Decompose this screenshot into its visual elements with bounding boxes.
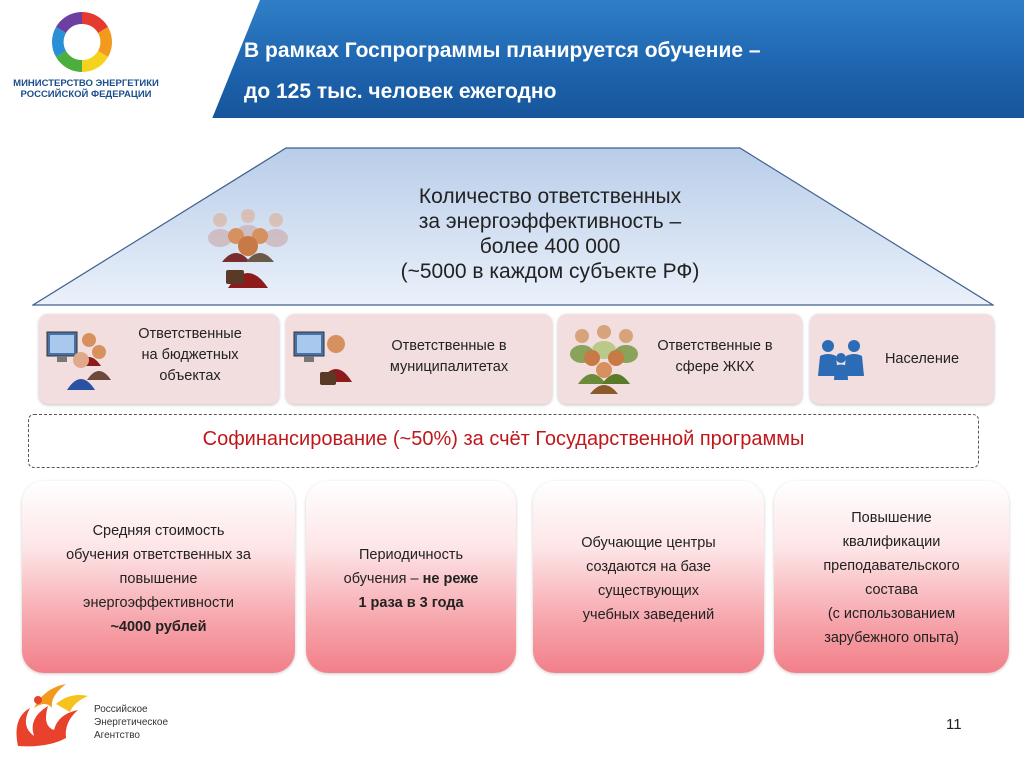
card-bold-line: ~4000 рублей	[110, 619, 207, 635]
agency-line1: Российское	[94, 704, 148, 715]
ministry-name-line1: МИНИСТЕРСТВО ЭНЕРГЕТИКИ	[13, 78, 159, 89]
card-line1: Повышение	[851, 510, 932, 526]
roof-line2: за энергоэффективность –	[418, 210, 682, 233]
roof-text	[340, 184, 760, 284]
computer-people-icon	[45, 326, 113, 392]
agency-line2: Энергетическое	[94, 717, 169, 728]
category-label-line3: объектах	[159, 368, 221, 384]
category-population	[810, 314, 994, 404]
card-line3: существующих	[597, 583, 699, 599]
ministry-logo	[0, 0, 200, 118]
businessman-computer-icon	[292, 326, 360, 392]
card-line4: учебных заведений	[582, 607, 715, 623]
card-line1: Средняя стоимость	[92, 523, 225, 539]
business-team-icon	[200, 206, 296, 290]
category-label-line1: Население	[884, 351, 960, 367]
card-line6: зарубежного опыта)	[824, 630, 959, 646]
card-line2: обучения – не реже	[343, 571, 479, 587]
category-housing-utilities	[558, 314, 802, 404]
roof-line1: Количество ответственных	[418, 185, 682, 208]
card-periodicity	[306, 481, 516, 673]
roof-line3: более 400 000	[479, 235, 621, 258]
card-average-cost	[22, 481, 295, 673]
title-line2: до 125 тыс. человек ежегодно	[244, 80, 557, 103]
agency-line3: Агентство	[94, 730, 140, 741]
cofinancing-box	[28, 414, 979, 468]
card-line4: состава	[865, 582, 918, 598]
roof-line4: (~5000 в каждом субъекте РФ)	[400, 260, 700, 283]
page-number: 11	[946, 716, 962, 733]
category-municipalities	[286, 314, 552, 404]
card-line3: преподавательского	[823, 558, 960, 574]
card-teacher-training	[774, 481, 1009, 673]
slide-title	[244, 30, 944, 112]
category-label-line2: на бюджетных	[141, 347, 239, 363]
category-label-line1: Ответственные	[138, 326, 242, 342]
card-line1: Периодичность	[358, 547, 464, 563]
family-icon	[816, 338, 866, 382]
card-line4: энергоэффективности	[83, 595, 234, 611]
card-bold-line: 1 раза в 3 года	[358, 595, 464, 611]
card-line2: квалификации	[842, 534, 941, 550]
card-line5: (с использованием	[827, 606, 956, 622]
card-line2: создаются на базе	[586, 559, 711, 575]
people-group-icon	[566, 324, 642, 394]
card-training-centers	[533, 481, 764, 673]
card-line3: повышение	[119, 571, 198, 587]
category-label-line1: Ответственные в	[391, 338, 507, 354]
ministry-ring-icon	[0, 0, 200, 80]
category-label-line2: сфере ЖКХ	[675, 359, 755, 375]
category-label-line1: Ответственные в	[657, 338, 773, 354]
category-label-line2: муниципалитетах	[389, 359, 509, 375]
category-budget-objects	[39, 314, 279, 404]
slide-header	[0, 0, 1024, 118]
card-line1: Обучающие центры	[581, 535, 716, 551]
title-line1: В рамках Госпрограммы планируется обучение –	[244, 39, 761, 62]
card-line2: обучения ответственных за	[66, 547, 251, 563]
cofinancing-text: Софинансирование (~50%) за счёт Государственной программы	[202, 428, 805, 450]
ministry-name-line2: РОССИЙСКОЙ ФЕДЕРАЦИИ	[20, 89, 152, 100]
energy-agency-name	[94, 703, 168, 742]
